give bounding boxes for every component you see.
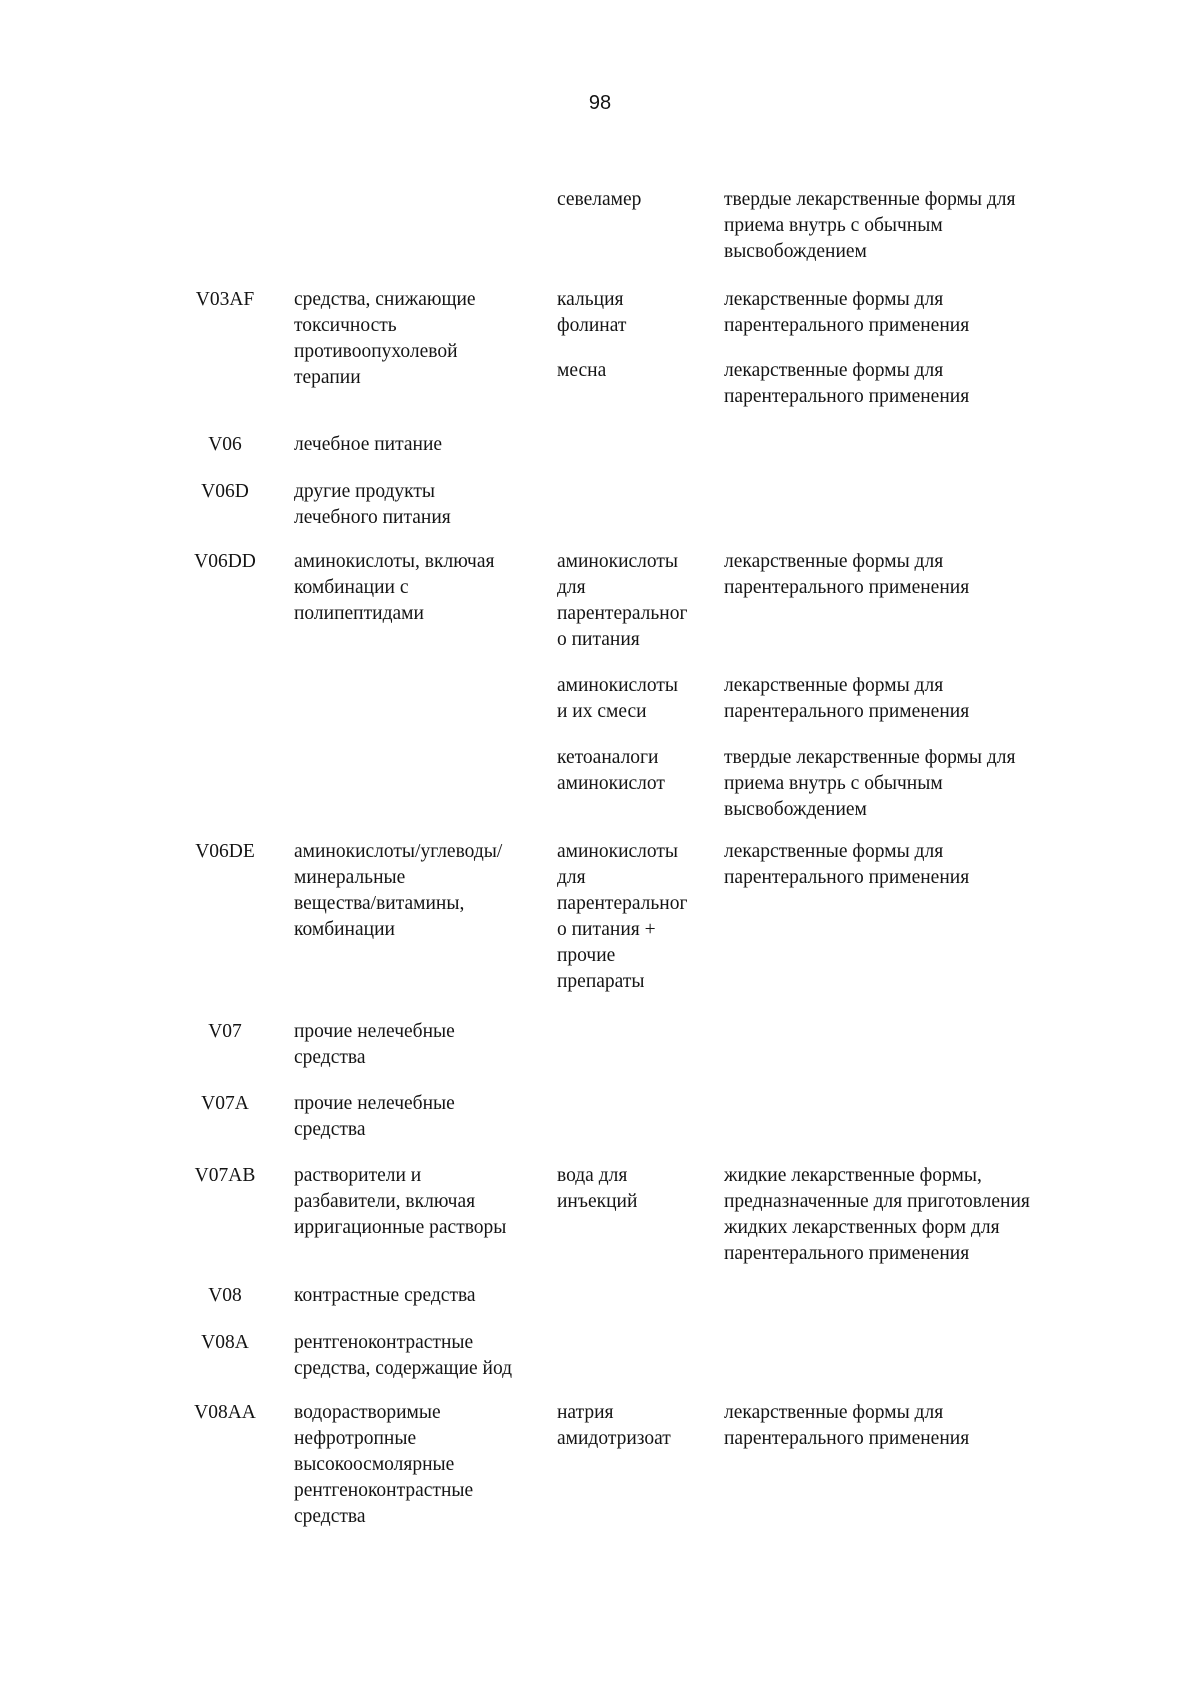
group-name: прочие нелечебные средства bbox=[294, 1093, 455, 1140]
dosage-form: твердые лекарственные формы для приема внутрь с обычным высвобождением bbox=[724, 189, 1016, 262]
drug-name: натрия амидотризоат bbox=[557, 1402, 671, 1449]
atc-code: V06DD bbox=[194, 551, 256, 572]
atc-code: V06DE bbox=[195, 841, 255, 862]
atc-code: V06D bbox=[201, 481, 249, 502]
page-number: 98 bbox=[588, 92, 612, 114]
group-name: рентгеноконтрастные средства, содержащие йод bbox=[294, 1332, 513, 1379]
dosage-form: лекарственные формы для парентерального применения bbox=[724, 360, 970, 407]
dosage-form: лекарственные формы для парентерального применения bbox=[724, 551, 970, 598]
group-name: аминокислоты/углеводы/ минеральные вещества/витамины, комбинации bbox=[294, 841, 503, 940]
atc-code: V08A bbox=[201, 1332, 249, 1353]
atc-code: V08AA bbox=[194, 1402, 256, 1423]
atc-code: V03AF bbox=[195, 289, 255, 310]
dosage-form: лекарственные формы для парентерального применения bbox=[724, 1402, 970, 1449]
atc-code: V07A bbox=[201, 1093, 249, 1114]
drug-name: вода для инъекций bbox=[557, 1165, 638, 1212]
drug-name: аминокислоты для парентеральног о питания + прочие препараты bbox=[557, 841, 688, 992]
dosage-form: жидкие лекарственные формы, предназначенные для приготовления жидких лекарственных форм для парентерального применения bbox=[724, 1165, 1030, 1264]
group-name: другие продукты лечебного питания bbox=[294, 481, 451, 528]
drug-name: месна bbox=[557, 360, 607, 381]
group-name: аминокислоты, включая комбинации с полипептидами bbox=[294, 551, 495, 624]
group-name: растворители и разбавители, включая ирригационные растворы bbox=[294, 1165, 507, 1238]
dosage-form: лекарственные формы для парентерального применения bbox=[724, 841, 970, 888]
dosage-form: лекарственные формы для парентерального применения bbox=[724, 289, 970, 336]
atc-code: V07AB bbox=[194, 1165, 256, 1186]
atc-code: V06 bbox=[208, 434, 242, 455]
drug-name: аминокислоты и их смеси bbox=[557, 675, 679, 722]
group-name: контрастные средства bbox=[294, 1285, 476, 1306]
drug-name: севеламер bbox=[557, 189, 642, 210]
atc-code: V08 bbox=[208, 1285, 242, 1306]
group-name: водорастворимые нефротропные высокоосмолярные рентгеноконтрастные средства bbox=[294, 1402, 474, 1527]
atc-code: V07 bbox=[208, 1021, 242, 1042]
drug-name: кальция фолинат bbox=[557, 289, 627, 336]
dosage-form: лекарственные формы для парентерального применения bbox=[724, 675, 970, 722]
group-name: средства, снижающие токсичность противоопухолевой терапии bbox=[294, 289, 476, 388]
group-name: прочие нелечебные средства bbox=[294, 1021, 455, 1068]
drug-name: аминокислоты для парентеральног о питания bbox=[557, 551, 688, 650]
drug-name: кетоаналоги аминокислот bbox=[557, 747, 665, 794]
group-name: лечебное питание bbox=[294, 434, 443, 455]
dosage-form: твердые лекарственные формы для приема внутрь с обычным высвобождением bbox=[724, 747, 1016, 820]
